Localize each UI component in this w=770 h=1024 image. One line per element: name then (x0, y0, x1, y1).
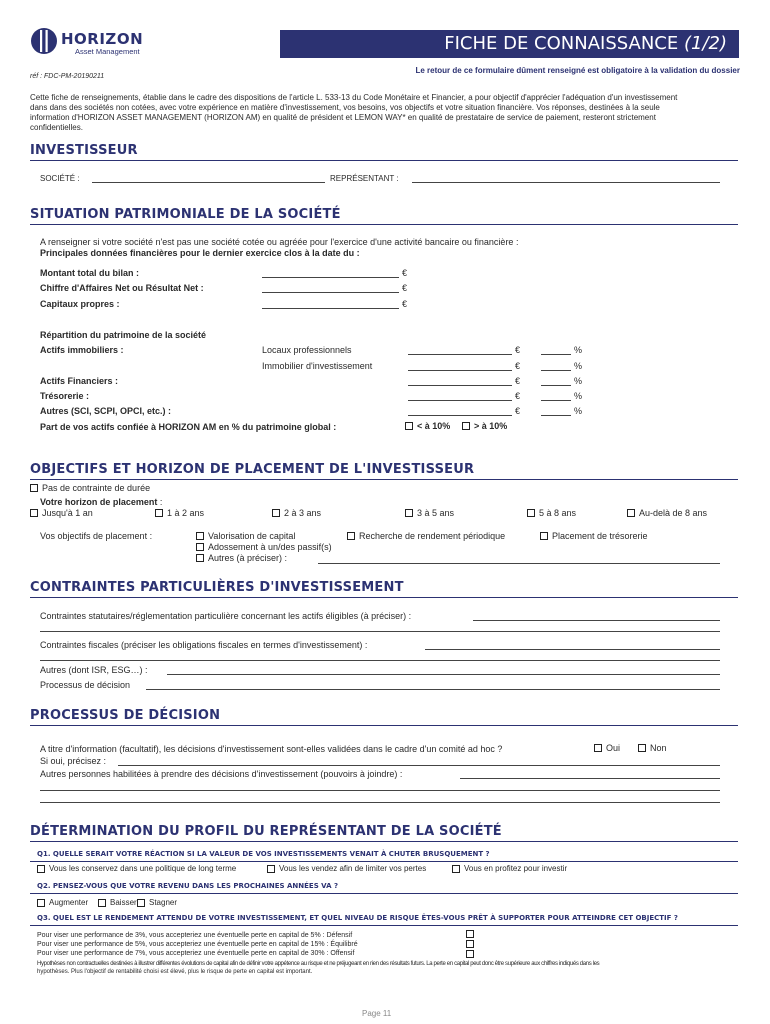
processus-field[interactable] (146, 689, 720, 690)
question-divider (30, 861, 738, 862)
no-constraint-option[interactable] (30, 483, 150, 493)
autres-actifs-label: Autres (SCI, SCPI, OPCI, etc.) : (40, 406, 172, 416)
horizon-label-text: Votre horizon de placement (40, 497, 158, 507)
euro-unit: € (402, 268, 408, 278)
processus-label: Processus de décision (40, 680, 131, 690)
section-title-processus: PROCESSUS DE DÉCISION (30, 708, 221, 723)
immo-invest-percent-field[interactable] (541, 370, 571, 371)
situation-note-bold: Principales données financières pour le dernier exercice clos à la date du : (40, 248, 360, 258)
checkbox[interactable] (196, 554, 204, 562)
euro-unit: € (402, 299, 408, 309)
capitaux-field[interactable] (262, 308, 399, 309)
societe-field[interactable] (92, 182, 325, 183)
checkbox[interactable] (638, 744, 646, 752)
ca-label: Chiffre d'Affaires Net ou Résultat Net : (40, 283, 204, 293)
horizon-logo-icon (30, 27, 58, 55)
intro-line: Cette fiche de renseignements, établie dans le cadre des dispositions de l'article L. 533-13 du Code Monétaire et Financier, a pour objectif d'apprécier l'adéquation d'un investissement (30, 93, 678, 102)
goals-label: Vos objectifs de placement : (40, 531, 153, 541)
option-label: Baisser (110, 898, 137, 907)
checkbox[interactable] (37, 899, 45, 907)
checkbox[interactable] (540, 532, 548, 540)
option-label: Vous en profitez pour investir (464, 864, 568, 873)
euro-unit: € (402, 283, 408, 293)
statutaires-label: Contraintes statutaires/réglementation particulière concernant les actifs éligibles (à préciser) : (40, 611, 412, 621)
statutaires-field[interactable] (473, 620, 720, 621)
page-number: Page 11 (362, 1009, 392, 1018)
comite-oui-option[interactable] (594, 743, 620, 753)
statutaires-field-line2[interactable] (40, 631, 720, 632)
section-divider (30, 597, 738, 598)
immo-invest-amount-field[interactable] (408, 370, 512, 371)
intro-text (30, 93, 742, 133)
q3-option-equilibre[interactable] (466, 940, 474, 948)
checkbox[interactable] (452, 865, 460, 873)
autres-personnes-label: Autres personnes habilitées à prendre des décisions d'investissement (pouvoirs à joindre) : (40, 769, 403, 779)
horizon-label (40, 497, 162, 508)
q2-option[interactable] (37, 898, 88, 907)
q2-option[interactable] (98, 898, 137, 907)
bilan-field[interactable] (262, 277, 399, 278)
checkbox[interactable] (405, 422, 413, 430)
autres-actifs-amount-field[interactable] (408, 415, 512, 416)
horizon-option[interactable] (527, 508, 576, 518)
section-divider (30, 725, 738, 726)
si-oui-field[interactable] (118, 765, 720, 766)
option-label: Valorisation de capital (208, 531, 296, 541)
horizon-option[interactable] (155, 508, 204, 518)
euro-unit: € (515, 376, 521, 386)
q2-option[interactable] (137, 898, 177, 907)
part-label: Part de vos actifs confiée à HORIZON AM en % du patrimoine global : (40, 422, 337, 432)
immo-invest-label: Immobilier d'investissement (262, 361, 373, 371)
autres-personnes-field[interactable] (460, 778, 720, 779)
ca-field[interactable] (262, 292, 399, 293)
percent-unit: % (574, 376, 583, 386)
fiscales-label: Contraintes fiscales (préciser les obligations fiscales en termes d'investissement) : (40, 640, 368, 650)
societe-label: SOCIÉTÉ : (40, 174, 80, 183)
section-divider (30, 841, 738, 842)
percent-unit: % (574, 361, 583, 371)
logo (30, 27, 150, 59)
checkbox[interactable] (37, 865, 45, 873)
intro-line: information d'HORIZON ASSET MANAGEMENT (HORIZON AM) en qualité de président et LEMON WAY* en qualité de prestataire de service de paiement, resteront strictement (30, 113, 656, 122)
checkbox[interactable] (196, 543, 204, 551)
horizon-option[interactable] (405, 508, 454, 518)
checkbox[interactable] (347, 532, 355, 540)
option-label: > à 10% (474, 421, 508, 431)
checkbox[interactable] (462, 422, 470, 430)
checkbox[interactable] (137, 899, 145, 907)
comite-non-option[interactable] (638, 743, 667, 753)
actifs-financiers-amount-field[interactable] (408, 385, 512, 386)
title-banner (280, 30, 739, 58)
checkbox[interactable] (594, 744, 602, 752)
checkbox[interactable] (627, 509, 635, 517)
option-label: 5 à 8 ans (539, 508, 577, 518)
euro-unit: € (515, 361, 521, 371)
section-title-situation: SITUATION PATRIMONIALE DE LA SOCIÉTÉ (30, 207, 341, 222)
option-label: Pas de contrainte de durée (42, 483, 151, 493)
option-label: Non (650, 743, 667, 753)
option-label: Autres (à préciser) : (208, 553, 288, 563)
euro-unit: € (515, 406, 521, 416)
fiscales-field-line2[interactable] (40, 660, 720, 661)
representant-field[interactable] (412, 182, 720, 183)
option-label: 1 à 2 ans (167, 508, 205, 518)
option-label: Vous les vendez afin de limiter vos pertes (279, 864, 427, 873)
goal-other-field[interactable] (318, 563, 720, 564)
section-title-objectifs: OBJECTIFS ET HORIZON DE PLACEMENT DE L'INVESTISSEUR (30, 462, 475, 477)
option-label: Oui (606, 743, 621, 753)
bilan-label: Montant total du bilan : (40, 268, 139, 278)
tresorerie-percent-field[interactable] (541, 400, 571, 401)
q1-option[interactable] (452, 864, 567, 873)
horizon-option[interactable] (272, 508, 321, 518)
option-label: Vous les conservez dans une politique de long terme (49, 864, 237, 873)
section-title-profil: DÉTERMINATION DU PROFIL DU REPRÉSENTANT DE LA SOCIÉTÉ (30, 824, 502, 839)
autres-label: Autres (dont ISR, ESG…) : (40, 665, 148, 675)
autres-actifs-percent-field[interactable] (541, 415, 571, 416)
q3-option-defensif[interactable] (466, 930, 474, 938)
q1-option[interactable] (267, 864, 426, 873)
goal-option[interactable] (196, 542, 332, 552)
representant-label: REPRÉSENTANT : (330, 174, 399, 183)
locaux-label: Locaux professionnels (262, 345, 352, 355)
option-label: Jusqu'à 1 an (42, 508, 93, 518)
tresorerie-amount-field[interactable] (408, 400, 512, 401)
footnote-line: hypothèses. Plus l'objectif de rentabilité choisi est élevé, plus le risque de perte en capital est important. (37, 969, 313, 975)
part-option-gt10[interactable] (462, 421, 507, 431)
q1-option[interactable] (37, 864, 236, 873)
question-divider (30, 893, 738, 894)
q3-option-text: Pour viser une performance de 5%, vous accepteriez une éventuelle perte en capital de 15% : Équilibré (37, 941, 358, 948)
option-label: < à 10% (417, 421, 451, 431)
q2-label: Q2. PENSEZ-VOUS QUE VOTRE REVENU DANS LES PROCHAINES ANNÉES VA ? (37, 882, 339, 890)
option-label: Recherche de rendement périodique (359, 531, 506, 541)
question-divider (30, 925, 738, 926)
intro-line: confidentielles. (30, 123, 83, 132)
reference: réf : FDC-PM-20190211 (30, 73, 105, 80)
q3-option-text: Pour viser une performance de 7%, vous accepteriez une éventuelle perte en capital de 30% : Offensif (37, 950, 355, 957)
checkbox[interactable] (267, 865, 275, 873)
goal-option[interactable] (196, 553, 287, 563)
actifs-financiers-label: Actifs Financiers : (40, 376, 119, 386)
section-divider (30, 479, 738, 480)
option-label: Stagner (149, 898, 178, 907)
q3-option-text: Pour viser une performance de 3%, vous accepteriez une éventuelle perte en capital de 5% : Défensif (37, 932, 353, 939)
page-title: FICHE DE CONNAISSANCE (444, 33, 679, 54)
checkbox[interactable] (155, 509, 163, 517)
goal-option[interactable] (347, 531, 505, 541)
logo-name: HORIZON (61, 30, 144, 48)
checkbox[interactable] (196, 532, 204, 540)
horizon-option[interactable] (627, 508, 707, 518)
fiscales-field[interactable] (425, 649, 720, 650)
section-divider (30, 160, 738, 161)
section-title-investisseur: INVESTISSEUR (30, 143, 138, 158)
goal-option[interactable] (540, 531, 648, 541)
autres-field[interactable] (167, 674, 720, 675)
horizon-option[interactable] (30, 508, 93, 518)
tresorerie-label: Trésorerie : (40, 391, 90, 401)
checkbox[interactable] (405, 509, 413, 517)
logo-sub: Asset Management (75, 47, 140, 56)
checkbox[interactable] (98, 899, 106, 907)
horizon-label-colon: : (157, 497, 163, 507)
euro-unit: € (515, 345, 521, 355)
repartition-label: Répartition du patrimoine de la société (40, 330, 207, 340)
section-divider (30, 224, 738, 225)
capitaux-label: Capitaux propres : (40, 299, 120, 309)
euro-unit: € (515, 391, 521, 401)
q3-label: Q3. QUEL EST LE RENDEMENT ATTENDU DE VOTRE INVESTISSEMENT, ET QUEL NIVEAU DE RISQUE ÊTES-VOUS PRÊT À SUPPORTER POUR ATTEINDRE CET OBJECTIF ? (37, 914, 678, 922)
locaux-percent-field[interactable] (541, 354, 571, 355)
footnote (37, 960, 742, 976)
comite-question: A titre d'information (facultatif), les décisions d'investissement sont-elles validées dans le cadre d'un comité ad hoc ? (40, 744, 503, 754)
actifs-financiers-percent-field[interactable] (541, 385, 571, 386)
checkbox[interactable] (272, 509, 280, 517)
goal-option[interactable] (196, 531, 295, 541)
part-option-lt10[interactable] (405, 421, 450, 431)
checkbox[interactable] (30, 484, 38, 492)
autres-personnes-field-line2[interactable] (40, 790, 720, 791)
si-oui-label: Si oui, précisez : (40, 756, 107, 766)
checkbox[interactable] (527, 509, 535, 517)
return-notice: Le retour de ce formulaire dûment renseigné est obligatoire à la validation du dossier (415, 66, 740, 75)
autres-personnes-field-line3[interactable] (40, 802, 720, 803)
percent-unit: % (574, 406, 583, 416)
page-title-part: (1/2) (683, 33, 727, 54)
option-label: Augmenter (49, 898, 89, 907)
option-label: 3 à 5 ans (417, 508, 455, 518)
option-label: 2 à 3 ans (284, 508, 322, 518)
situation-note: A renseigner si votre société n'est pas une société cotée ou agréée pour l'exercice d'une activité bancaire ou financière : (40, 237, 519, 247)
locaux-amount-field[interactable] (408, 354, 512, 355)
intro-line: dans dans des sociétés non cotées, avec votre expérience en matière d'investissement, vos besoins, vos objectifs et votre situation financière. Vos réponses, destinées à la seule (30, 103, 660, 112)
option-label: Adossement à un/des passif(s) (208, 542, 332, 552)
section-title-contraintes: CONTRAINTES PARTICULIÈRES D'INVESTISSEMENT (30, 580, 404, 595)
percent-unit: % (574, 345, 583, 355)
footnote-line: Hypothèses non contractuelles destinées à illustrer différentes évolutions de capital afin de définir votre appétence au risque et ne préjugeant en rien des résultats futurs. La perte en capital peut donc être supérieure aux chiffres indiqués dans les (37, 961, 600, 967)
q3-option-offensif[interactable] (466, 950, 474, 958)
option-label: Au-delà de 8 ans (639, 508, 708, 518)
q1-label: Q1. QUELLE SERAIT VOTRE RÉACTION SI LA VALEUR DE VOS INVESTISSEMENTS VENAIT À CHUTER BRUSQUEMENT ? (37, 850, 490, 858)
actifs-immo-label: Actifs immobiliers : (40, 345, 124, 355)
percent-unit: % (574, 391, 583, 401)
option-label: Placement de trésorerie (552, 531, 648, 541)
checkbox[interactable] (30, 509, 38, 517)
